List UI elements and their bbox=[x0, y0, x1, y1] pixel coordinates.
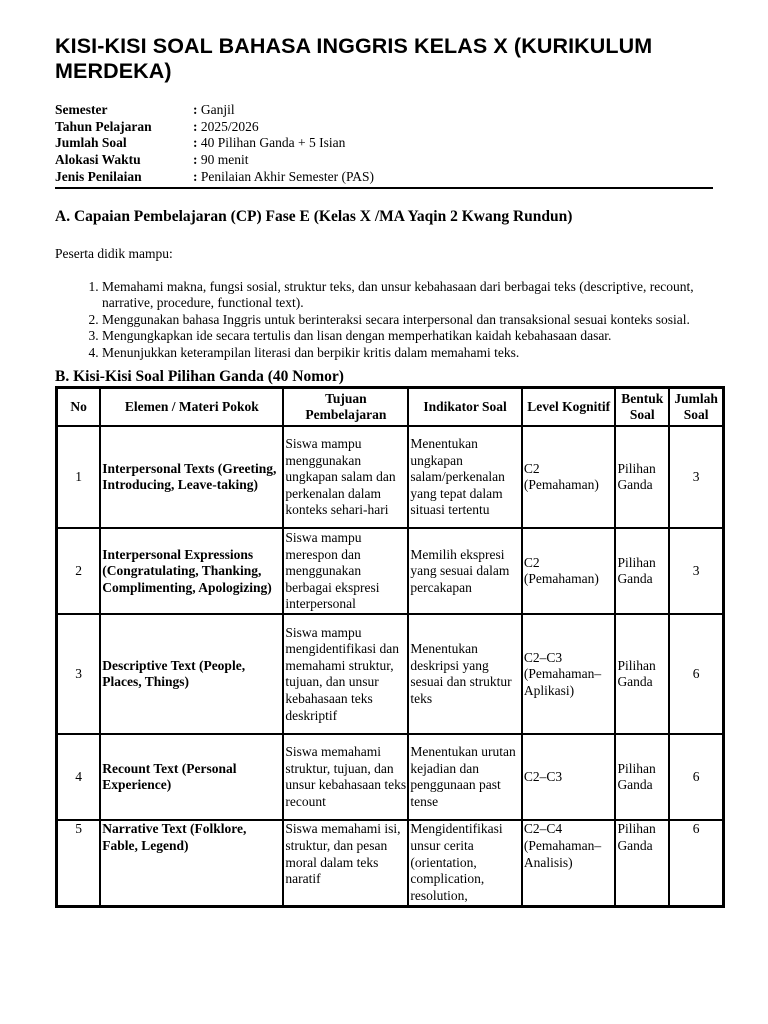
cell-no: 5 bbox=[57, 820, 100, 906]
table-row bbox=[57, 734, 723, 820]
cell-no: 4 bbox=[57, 734, 100, 820]
cell-no: 2 bbox=[57, 528, 100, 614]
header-elemen: Elemen / Materi Pokok bbox=[100, 388, 283, 426]
meta-row bbox=[55, 102, 713, 119]
cell-jumlah: 6 bbox=[669, 614, 723, 734]
meta-colon: : bbox=[193, 152, 198, 168]
cell-tujuan: Siswa mampu menggunakan ungkapan salam dan perkenalan dalam konteks sehari-hari bbox=[283, 426, 408, 528]
document-title: KISI-KISI SOAL BAHASA INGGRIS KELAS X (KURIKULUM MERDEKA) bbox=[55, 34, 653, 83]
table-row bbox=[57, 426, 723, 528]
section-a-intro: Peserta didik mampu: bbox=[55, 245, 173, 261]
cell-tujuan: Siswa memahami isi, struktur, dan pesan moral dalam teks naratif bbox=[283, 820, 408, 906]
cell-indikator: Menentukan urutan kejadian dan penggunaan past tense bbox=[408, 734, 521, 820]
meta-row bbox=[55, 169, 713, 186]
meta-colon: : bbox=[193, 168, 198, 184]
cell-tujuan: Siswa memahami struktur, tujuan, dan unsur kebahasaan teks recount bbox=[283, 734, 408, 820]
meta-value: 90 menit bbox=[200, 152, 249, 168]
cp-item: 2. Menggunakan bahasa Inggris untuk berinteraksi secara interpersonal dan transaksional sesuai konteks sosial. bbox=[102, 312, 713, 329]
table-row bbox=[57, 820, 723, 906]
meta-value: 2025/2026 bbox=[200, 118, 259, 134]
header-divider bbox=[55, 187, 713, 189]
meta-colon: : bbox=[193, 135, 198, 151]
cell-level: C2–C3 bbox=[522, 734, 616, 820]
cell-elemen: Descriptive Text (People, Places, Things) bbox=[100, 614, 283, 734]
section-a-heading: A. Capaian Pembelajaran (CP) Fase E (Kelas X /MA Yaqin 2 Kwang Rundun) bbox=[55, 207, 573, 225]
table-row bbox=[57, 614, 723, 734]
cp-item: 4. Menunjukkan keterampilan literasi dan berpikir kritis dalam memahami teks. bbox=[102, 345, 713, 362]
meta-value: Ganjil bbox=[200, 102, 235, 117]
meta-row bbox=[55, 152, 713, 169]
cell-elemen: Recount Text (Personal Experience) bbox=[100, 734, 283, 820]
meta-value: Penilaian Akhir Semester (PAS) bbox=[200, 168, 374, 184]
header-level: Level Kognitif bbox=[522, 388, 616, 426]
header-no: No bbox=[57, 388, 100, 426]
meta-label: Semester bbox=[55, 102, 108, 117]
meta-label: Jumlah Soal bbox=[55, 135, 127, 151]
cell-indikator: Menentukan deskripsi yang sesuai dan struktur teks bbox=[408, 614, 521, 734]
cell-level: C2 (Pemahaman) bbox=[522, 426, 616, 528]
cell-bentuk: Pilihan Ganda bbox=[615, 734, 669, 820]
header-jumlah: Jumlah Soal bbox=[669, 388, 723, 426]
cell-level: C2 (Pemahaman) bbox=[522, 528, 616, 614]
meta-label: Alokasi Waktu bbox=[55, 152, 141, 168]
cell-jumlah: 6 bbox=[669, 820, 723, 906]
header-indikator: Indikator Soal bbox=[408, 388, 521, 426]
header-tujuan: Tujuan Pembelajaran bbox=[283, 388, 408, 426]
cell-bentuk: Pilihan Ganda bbox=[615, 528, 669, 614]
cell-tujuan: Siswa mampu mengidentifikasi dan memahami struktur, tujuan, dan unsur kebahasaan teks deskriptif bbox=[283, 614, 408, 734]
cell-bentuk: Pilihan Ganda bbox=[615, 820, 669, 906]
cell-indikator: Mengidentifikasi unsur cerita (orientation, complication, resolution, bbox=[408, 820, 521, 906]
cell-bentuk: Pilihan Ganda bbox=[615, 426, 669, 528]
meta-label: Jenis Penilaian bbox=[55, 168, 142, 184]
cell-bentuk: Pilihan Ganda bbox=[615, 614, 669, 734]
meta-row bbox=[55, 135, 713, 152]
cell-level: C2–C4 (Pemahaman–Analisis) bbox=[522, 820, 616, 906]
cp-item: 1. Memahami makna, fungsi sosial, struktur teks, dan unsur kebahasaan dari berbagai teks (descriptive, recount, narrative, procedure, functional text). bbox=[102, 279, 713, 312]
header-bentuk: Bentuk Soal bbox=[615, 388, 669, 426]
cell-indikator: Menentukan ungkapan salam/perkenalan yang tepat dalam situasi tertentu bbox=[408, 426, 521, 528]
cell-no: 1 bbox=[57, 426, 100, 528]
cell-level: C2–C3 (Pemahaman–Aplikasi) bbox=[522, 614, 616, 734]
cell-elemen: Interpersonal Expressions (Congratulating, Thanking, Complimenting, Apologizing) bbox=[100, 528, 283, 614]
cell-jumlah: 3 bbox=[669, 528, 723, 614]
cell-elemen: Interpersonal Texts (Greeting, Introducing, Leave-taking) bbox=[100, 426, 283, 528]
table-row bbox=[57, 528, 723, 614]
cell-no: 3 bbox=[57, 614, 100, 734]
cell-tujuan: Siswa mampu merespon dan menggunakan berbagai ekspresi interpersonal bbox=[283, 528, 408, 614]
meta-colon: : bbox=[193, 118, 198, 134]
cell-jumlah: 6 bbox=[669, 734, 723, 820]
table-header-row bbox=[57, 388, 723, 426]
cell-indikator: Memilih ekspresi yang sesuai dalam percakapan bbox=[408, 528, 521, 614]
meta-label: Tahun Pelajaran bbox=[55, 118, 152, 134]
kisi-kisi-table bbox=[55, 386, 725, 908]
meta-colon: : bbox=[193, 102, 198, 117]
section-b-heading: B. Kisi-Kisi Soal Pilihan Ganda (40 Nomor) bbox=[55, 368, 344, 386]
cp-item: 3. Mengungkapkan ide secara tertulis dan lisan dengan memperhatikan kaidah kebahasaan dasar. bbox=[102, 328, 713, 345]
meta-value: 40 Pilihan Ganda + 5 Isian bbox=[200, 135, 346, 151]
meta-block bbox=[55, 102, 713, 186]
cell-jumlah: 3 bbox=[669, 426, 723, 528]
cell-elemen: Narrative Text (Folklore, Fable, Legend) bbox=[100, 820, 283, 906]
meta-row bbox=[55, 119, 713, 136]
document-page bbox=[55, 34, 718, 908]
cp-list bbox=[55, 279, 713, 362]
